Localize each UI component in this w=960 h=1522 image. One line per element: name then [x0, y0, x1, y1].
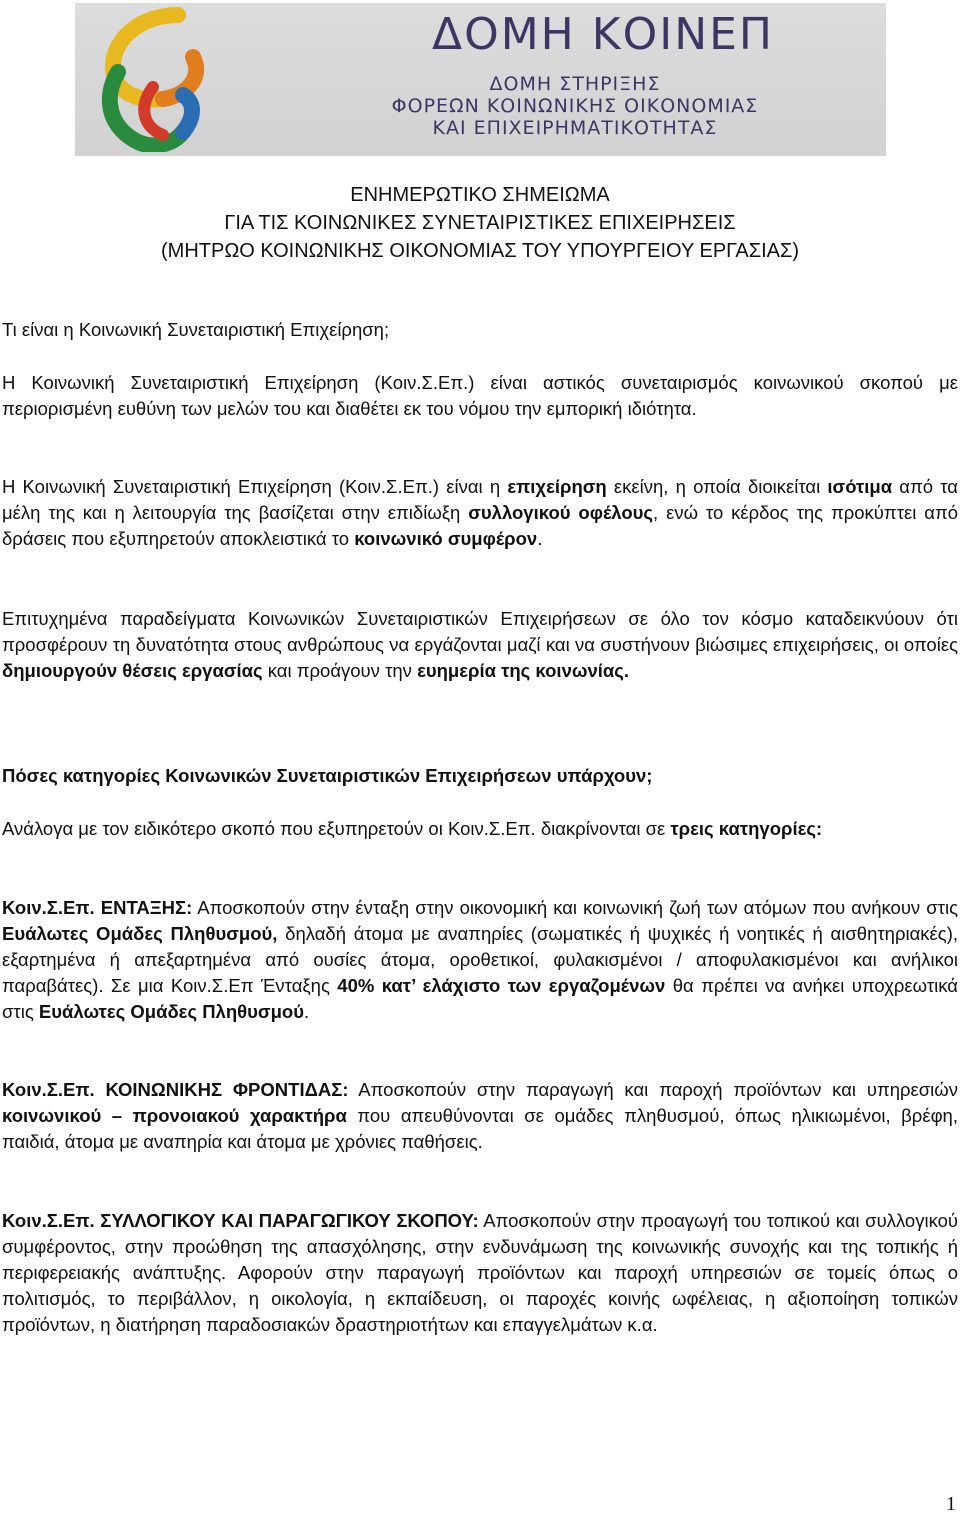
bold-span: τρεις κατηγορίες: [670, 818, 823, 839]
category-label: Κοιν.Σ.Επ. ΚΟΙΝΩΝΙΚΗΣ ΦΡΟΝΤΙΔΑΣ: [2, 1079, 349, 1100]
page-number: 1 [946, 1493, 956, 1515]
paragraph-categories-intro [2, 816, 958, 842]
bold-span: Ευάλωτες Ομάδες Πληθυσμού, [2, 923, 278, 944]
paragraph-definition: Η Κοινωνική Συνεταιριστική Επιχείρηση (Κοιν.Σ.Επ.) είναι αστικός συνεταιρισμός κοινωνικού σκοπού με περιορισμένη ευθύνη των μελών του και διαθέτει εκ του νόμου την εμπορική ιδιότητα. [2, 372, 958, 419]
bold-span: επιχείρηση [507, 476, 607, 497]
bold-span: ισότιμα [827, 476, 893, 497]
text-span: Η Κοινωνική Συνεταιριστική Επιχείρηση (Κοιν.Σ.Επ.) είναι η [2, 476, 508, 497]
text-span: που απευθύνονται σε ομάδες πληθυσμού, όπως ηλικιωμένοι, βρέφη, παιδιά, άτομα με αναπηρία και άτομα με χρόνιες παθήσεις. [2, 1105, 958, 1152]
bold-span: κοινωνικού – προνοιακού χαρακτήρα [2, 1105, 347, 1126]
text-span: Αποσκοπούν στην προαγωγή του τοπικού και συλλογικού συμφέροντος, στην προώθηση της απασχόλησης, στην ενδυνάμωση της κοινωνικής συνοχής και της τοπικής ή περιφερειακής ανάπτυξης. Αφορούν στην παραγωγή προϊόντων και παροχή υπηρεσιών σε τομείς όπως ο πολιτισμός, το περιβάλλον, η οικολογία, η εκπαίδευση, οι παροχές κοινής ωφέλειας, η αξιοποίηση τοπικών προϊόντων, η διατήρηση παραδοσιακών δραστηριοτήτων και επαγγελμάτων κ.α. [2, 1210, 958, 1335]
category-social-care [2, 1077, 958, 1155]
koinep-logo [83, 7, 223, 152]
bold-span: Ευάλωτες Ομάδες Πληθυσμού [38, 1001, 304, 1022]
banner-subtitle-3: ΚΑΙ ΕΠΙΧΕΙΡΗΜΑΤΙΚΟΤΗΤΑΣ [432, 117, 718, 139]
document-title-line-2: ΓΙΑ ΤΙΣ ΚΟΙΝΩΝΙΚΕΣ ΣΥΝΕΤΑΙΡΙΣΤΙΚΕΣ ΕΠΙΧΕΙΡΗΣΕΙΣ [224, 212, 736, 234]
text-span: Επιτυχημένα παραδείγματα Κοινωνικών Συνεταιριστικών Επιχειρήσεων σε όλο τον κόσμο καταδεικνύουν ότι προσφέρουν τη δυνατότητα στους ανθρώπους να εργάζονται μαζί και να συστήνουν βιώσιμες επιχειρήσεις, οι οποίες [2, 608, 958, 655]
category-collective-productive [2, 1208, 958, 1338]
text-span: θα πρέπει να ανήκει υποχρεωτικά στις [2, 975, 958, 1022]
text-span: εκείνη, η οποία διοικείται [606, 476, 828, 497]
paragraph-enterprise [2, 474, 958, 552]
text-span: . [537, 528, 543, 549]
text-span: , ενώ το κέρδος της προκύπτει από δράσεις που εξυπηρετούν αποκλειστικά το [2, 502, 958, 549]
bold-span: ευημερία της κοινωνίας. [417, 660, 630, 681]
banner-subtitle-1: ΔΟΜΗ ΣΤΗΡΙΞΗΣ [489, 73, 661, 95]
bold-span: 40% κατ’ ελάχιστο των εργαζομένων [337, 975, 666, 996]
text-span: . [303, 1001, 310, 1022]
category-integration [2, 895, 958, 1025]
bold-span: συλλογικού οφέλους [468, 502, 654, 523]
text-span: δηλαδή άτομα με αναπηρίες (σωματικές ή ψυχικές ή νοητικές ή αισθητηριακές), εξαρτημένα ή απεξαρτημένα από ουσίες άτομα, οροθετικοί, φυλακισμένοι / αποφυλακισμένοι και ανήλικοι παραβάτες). Σε μια Κοιν.Σ.Επ Ένταξης [2, 923, 958, 996]
text-span: Αποσκοπούν στην παραγωγή και παροχή προϊόντων και υπηρεσιών [348, 1079, 958, 1100]
category-label: Κοιν.Σ.Επ. ΕΝΤΑΞΗΣ: [2, 897, 193, 918]
text-span: και προάγουν την [262, 660, 418, 681]
paragraph-examples [2, 606, 958, 684]
bold-span: δημιουργούν θέσεις εργασίας [2, 660, 263, 681]
text-span: Αποσκοπούν στην ένταξη στην οικονομική και κοινωνική ζωή των ατόμων που ανήκουν στις [192, 897, 958, 918]
document-title-line-1: ΕΝΗΜΕΡΩΤΙΚΟ ΣΗΜΕΙΩΜΑ [350, 184, 610, 206]
header-banner [75, 3, 886, 156]
text-span: Ανάλογα με τον ειδικότερο σκοπό που εξυπηρετούν οι Κοιν.Σ.Επ. διακρίνονται σε [2, 818, 671, 839]
question-categories: Πόσες κατηγορίες Κοινωνικών Συνεταιριστικών Επιχειρήσεων υπάρχουν; [2, 765, 653, 786]
document-title-line-3: (ΜΗΤΡΩΟ ΚΟΙΝΩΝΙΚΗΣ ΟΙΚΟΝΟΜΙΑΣ ΤΟΥ ΥΠΟΥΡΓΕΙΟΥ ΕΡΓΑΣΙΑΣ) [161, 240, 799, 262]
question-what-is: Τι είναι η Κοινωνική Συνεταιριστική Επιχείρηση; [2, 319, 390, 340]
text-span: από τα μέλη της και η λειτουργία της βασίζεται στην επιδίωξη [2, 476, 958, 523]
bold-span: κοινωνικό συμφέρον [354, 528, 538, 549]
banner-subtitle-2: ΦΟΡΕΩΝ ΚΟΙΝΩΝΙΚΗΣ ΟΙΚΟΝΟΜΙΑΣ [391, 95, 759, 117]
category-label: Κοιν.Σ.Επ. ΣΥΛΛΟΓΙΚΟΥ ΚΑΙ ΠΑΡΑΓΩΓΙΚΟΥ ΣΚΟΠΟΥ: [2, 1210, 479, 1231]
banner-title: ΔΟΜΗ ΚΟΙΝΕΠ [431, 9, 775, 60]
